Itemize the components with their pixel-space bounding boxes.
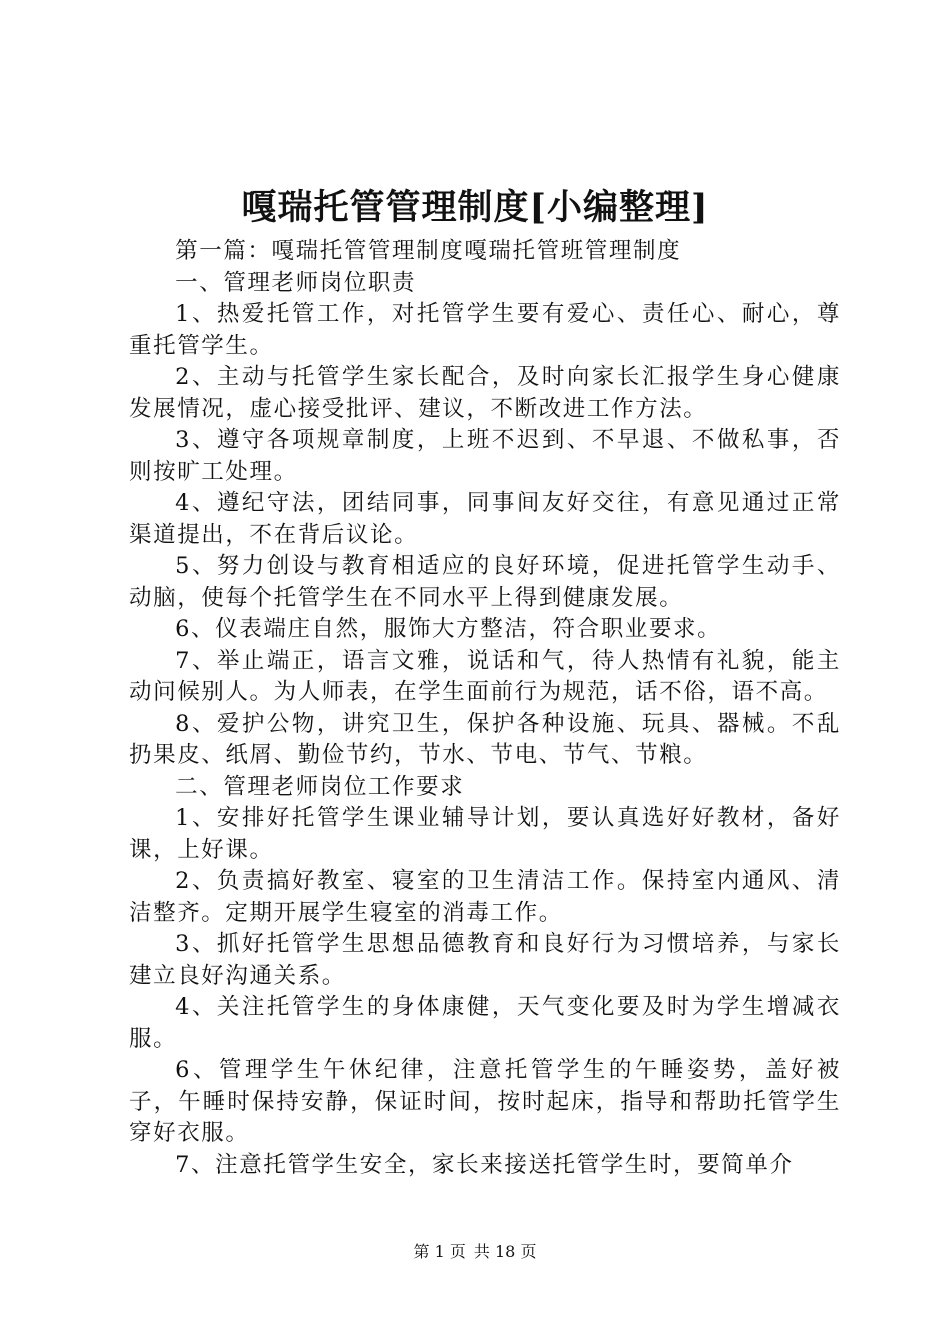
paragraph: 3、抓好托管学生思想品德教育和良好行为习惯培养，与家长建立良好沟通关系。	[129, 931, 841, 989]
paragraph: 5、努力创设与教育相适应的良好环境，促进托管学生动手、动脑，使每个托管学生在不同水平上得到健康发展。	[129, 553, 841, 611]
paragraph: 1、热爱托管工作，对托管学生要有爱心、责任心、耐心，尊重托管学生。	[129, 301, 841, 359]
paragraph: 4、关注托管学生的身体康健，天气变化要及时为学生增减衣服。	[129, 994, 841, 1052]
paragraph: 6、仪表端庄自然，服饰大方整洁，符合职业要求。	[175, 616, 722, 642]
paragraph: 7、举止端正，语言文雅，说话和气，待人热情有礼貌，能主动问候别人。为人师表，在学生面前行为规范，话不俗，语不高。	[129, 647, 841, 705]
paragraph: 6、管理学生午休纪律，注意托管学生的午睡姿势，盖好被子，午睡时保持安静，保证时间，按时起床，指导和帮助托管学生穿好衣服。	[129, 1057, 841, 1146]
page-total: 共 18 页	[473, 1242, 537, 1261]
page-number: 第 1 页	[413, 1242, 466, 1261]
paragraph: 7、注意托管学生安全，家长来接送托管学生时，要简单介	[175, 1151, 794, 1178]
document-title: 嘎瑞托管管理制度[小编整理]	[241, 187, 709, 228]
page-footer	[0, 1241, 950, 1263]
paragraph: 2、负责搞好教室、寝室的卫生清洁工作。保持室内通风、清洁整齐。定期开展学生寝室的消毒工作。	[129, 868, 841, 926]
paragraph: 2、主动与托管学生家长配合，及时向家长汇报学生身心健康发展情况，虚心接受批评、建议，不断改进工作方法。	[129, 364, 841, 422]
section-heading: 二、管理老师岗位工作要求	[175, 773, 465, 800]
paragraph: 3、遵守各项规章制度，上班不迟到、不早退、不做私事，否则按旷工处理。	[129, 427, 841, 485]
document-body	[129, 236, 841, 1181]
section-intro: 第一篇：嘎瑞托管管理制度嘎瑞托管班管理制度	[175, 238, 682, 264]
paragraph: 1、安排好托管学生课业辅导计划，要认真选好好教材，备好课，上好课。	[129, 805, 841, 863]
paragraph: 8、爱护公物，讲究卫生，保护各种设施、玩具、器械。不乱扔果皮、纸屑、勤俭节约，节水、节电、节气、节粮。	[129, 710, 841, 768]
paragraph: 4、遵纪守法，团结同事，同事间友好交往，有意见通过正常渠道提出，不在背后议论。	[129, 490, 841, 548]
section-heading: 一、管理老师岗位职责	[175, 269, 417, 296]
